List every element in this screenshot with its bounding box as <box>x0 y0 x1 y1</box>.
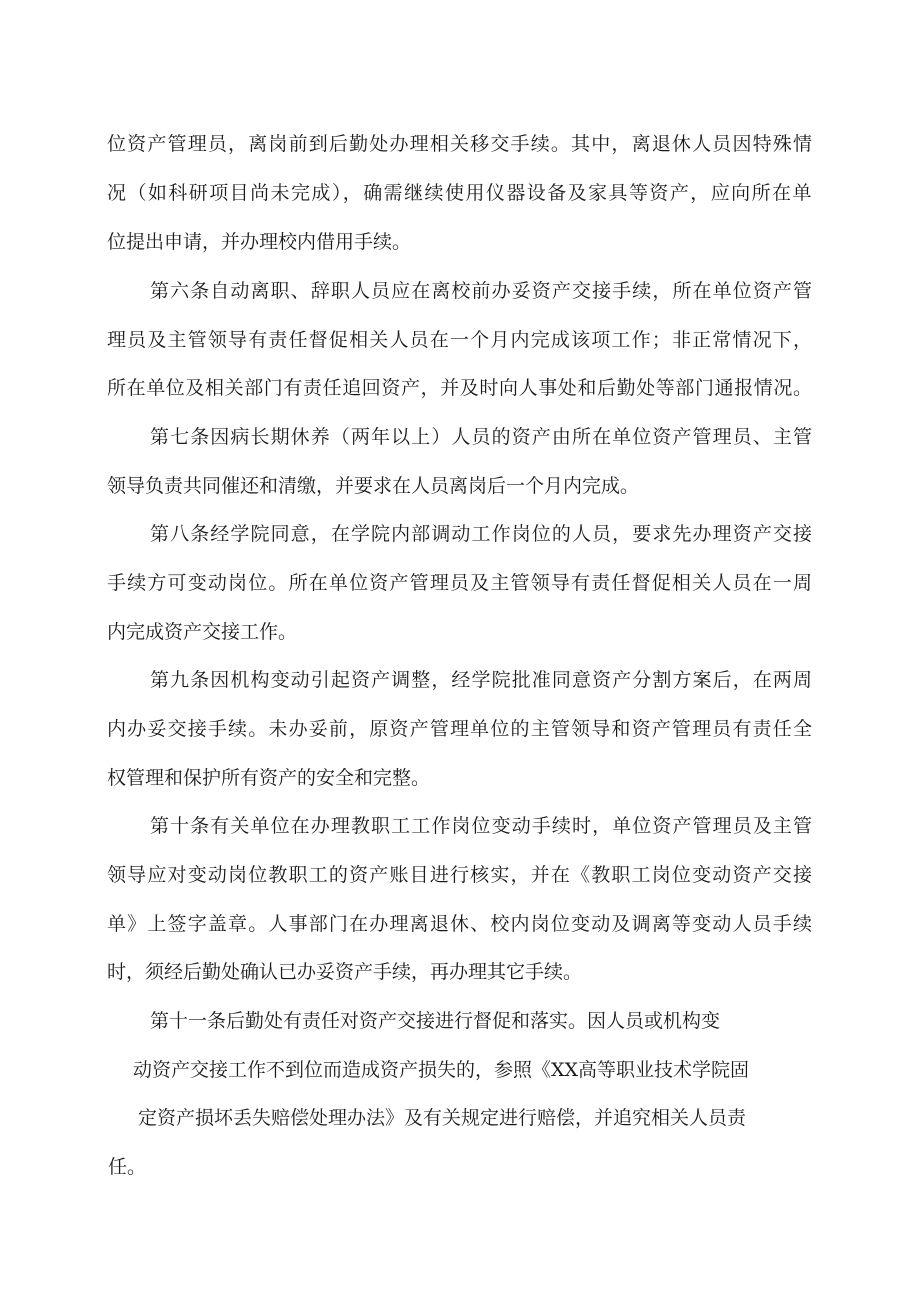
text-line: 领导负责共同催还和清缴，并要求在人员离岗后一个月内完成。 <box>107 475 640 497</box>
text-line: 第七条因病长期休养（两年以上）人员的资产由所在单位资产管理员、主管 <box>150 426 814 448</box>
text-line: 动资产交接工作不到位而造成资产损失的，参照《XX高等职业技术学院固 <box>133 1059 750 1081</box>
text-line: 第十一条后勤处有责任对资产交接进行督促和落实。因人员或机构变 <box>150 1010 721 1032</box>
text-line: 第八条经学院同意，在学院内部调动工作岗位的人员，要求先办理资产交接 <box>150 523 814 545</box>
text-line: 权管理和保护所有资产的安全和完整。 <box>107 767 431 789</box>
text-line: 领导应对变动岗位教职工的资产账目进行核实，并在《教职工岗位变动资产交接 <box>107 864 814 886</box>
text-line: 内办妥交接手续。未办妥前，原资产管理单位的主管领导和资产管理员有责任全 <box>107 718 814 740</box>
text-line: 单》上签字盖章。人事部门在办理离退休、校内岗位变动及调离等变动人员手续 <box>107 913 814 935</box>
text-line: 时，须经后勤处确认已办妥资产手续，再办理其它手续。 <box>107 961 583 983</box>
text-line: 定资产损坏丢失赔偿处理办法》及有关规定进行赔偿，并追究相关人员责 <box>138 1107 747 1129</box>
text-line: 第九条因机构变动引起资产调整，经学院批准同意资产分割方案后，在两周 <box>150 669 814 691</box>
text-line: 位资产管理员，离岗前到后勤处办理相关移交手续。其中，离退休人员因特殊情 <box>107 133 814 155</box>
text-line: 所在单位及相关部门有责任追回资产，并及时向人事处和后勤处等部门通报情况。 <box>107 377 813 399</box>
text-line: 理员及主管领导有责任督促相关人员在一个月内完成该项工作；非正常情况下， <box>107 329 814 351</box>
text-line: 位提出申请，并办理校内借用手续。 <box>107 231 412 253</box>
text-line: 况（如科研项目尚未完成），确需继续使用仪器设备及家具等资产，应向所在单 <box>107 182 813 204</box>
text-line: 手续方可变动岗位。所在单位资产管理员及主管领导有责任督促相关人员在一周 <box>107 572 814 594</box>
text-line: 第十条有关单位在办理教职工工作岗位变动手续时，单位资产管理员及主管 <box>150 815 814 837</box>
text-line: 任。 <box>108 1156 147 1178</box>
text-line: 第六条自动离职、辞职人员应在离校前办妥资产交接手续，所在单位资产管 <box>150 280 814 302</box>
text-line: 内完成资产交接工作。 <box>107 621 298 643</box>
